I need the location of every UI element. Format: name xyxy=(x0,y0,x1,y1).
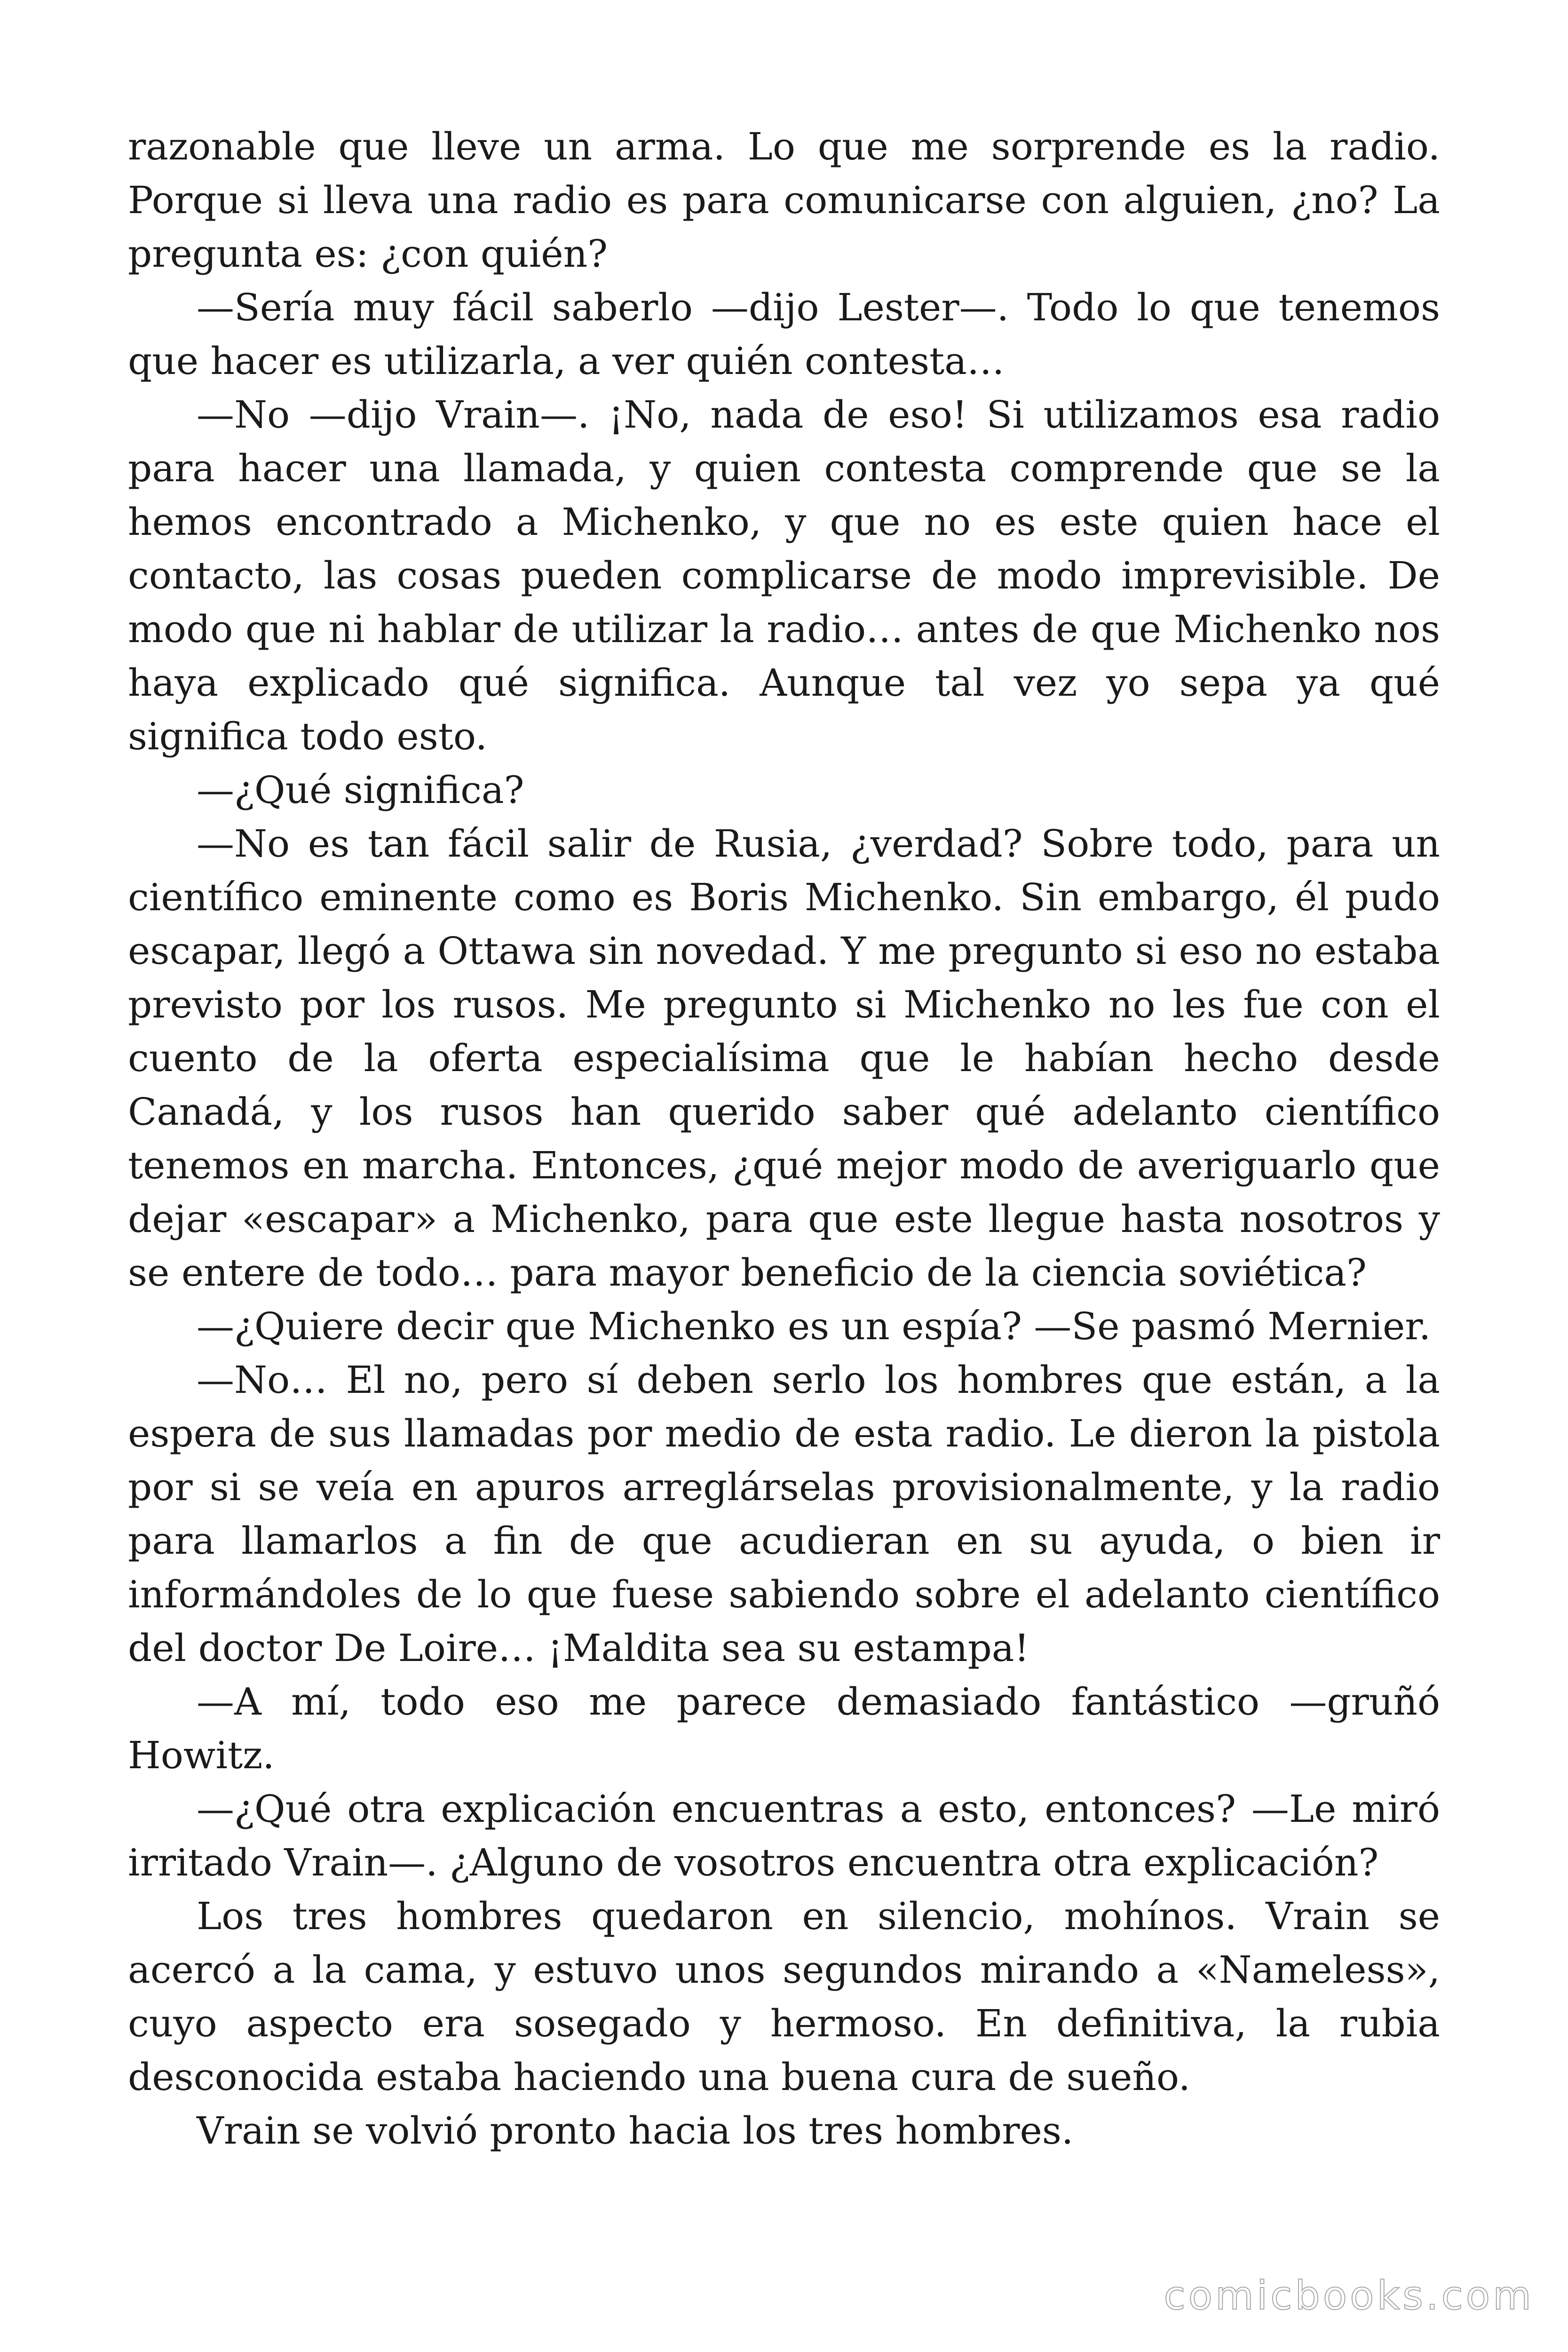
paragraph-8: —A mí, todo eso me parece demasiado fantástico —gruñó Howitz. xyxy=(128,1680,1440,1777)
paragraph-11: Vrain se volvió pronto hacia los tres hombres. xyxy=(197,2109,1074,2153)
paragraph-6: —¿Quiere decir que Michenko es un espía? —Se pasmó Mernier. xyxy=(197,1304,1431,1348)
paragraph-3: —No —dijo Vrain—. ¡No, nada de eso! Si utilizamos esa radio para hacer una llamada, y quien contesta comprende que se la hemos encontrado a Michenko, y que no es este quien hace el contacto, las cosas pueden complicarse de modo imprevisible. De modo que ni hablar de utilizar la radio… antes de que Michenko nos haya explicado qué significa. Aunque tal vez yo sepa ya qué significa todo esto. xyxy=(128,393,1440,758)
body-text xyxy=(128,120,1440,2158)
paragraph-4: —¿Qué significa? xyxy=(197,768,524,812)
paragraph-9: —¿Qué otra explicación encuentras a esto, entonces? —Le miró irritado Vrain—. ¿Alguno de vosotros encuentra otra explicación? xyxy=(128,1787,1440,1884)
paragraph-5: —No es tan fácil salir de Rusia, ¿verdad? Sobre todo, para un científico eminente como es Boris Michenko. Sin embargo, él pudo escapar, llegó a Ottawa sin novedad. Y me pregunto si eso no estaba previsto por los rusos. Me pregunto si Michenko no les fue con el cuento de la oferta especialísima que le habían hecho desde Canadá, y los rusos han querido saber qué adelanto científico tenemos en marcha. Entonces, ¿qué mejor modo de averiguarlo que dejar «escapar» a Michenko, para que este llegue hasta nosotros y se entere de todo… para mayor beneficio de la ciencia soviética? xyxy=(128,822,1440,1295)
paragraph-1: razonable que lleve un arma. Lo que me sorprende es la radio. Porque si lleva una radio es para comunicarse con alguien, ¿no? La pregunta es: ¿con quién? xyxy=(128,125,1440,276)
watermark: comicbooks.com xyxy=(1164,2273,1534,2319)
paragraph-10: Los tres hombres quedaron en silencio, mohínos. Vrain se acercó a la cama, y estuvo unos segundos mirando a «Nameless», cuyo aspecto era sosegado y hermoso. En definitiva, la rubia desconocida estaba haciendo una buena cura de sueño. xyxy=(128,1894,1440,2099)
paragraph-2: —Sería muy fácil saberlo —dijo Lester—. Todo lo que tenemos que hacer es utilizarla, a ver quién contesta… xyxy=(128,286,1440,383)
paragraph-7: —No… El no, pero sí deben serlo los hombres que están, a la espera de sus llamadas por medio de esta radio. Le dieron la pistola por si se veía en apuros arreglárselas provisionalmente, y la radio para llamarlos a fin de que acudieran en su ayuda, o bien ir informándoles de lo que fuese sabiendo sobre el adelanto científico del doctor De Loire… ¡Maldita sea su estampa! xyxy=(128,1358,1440,1670)
